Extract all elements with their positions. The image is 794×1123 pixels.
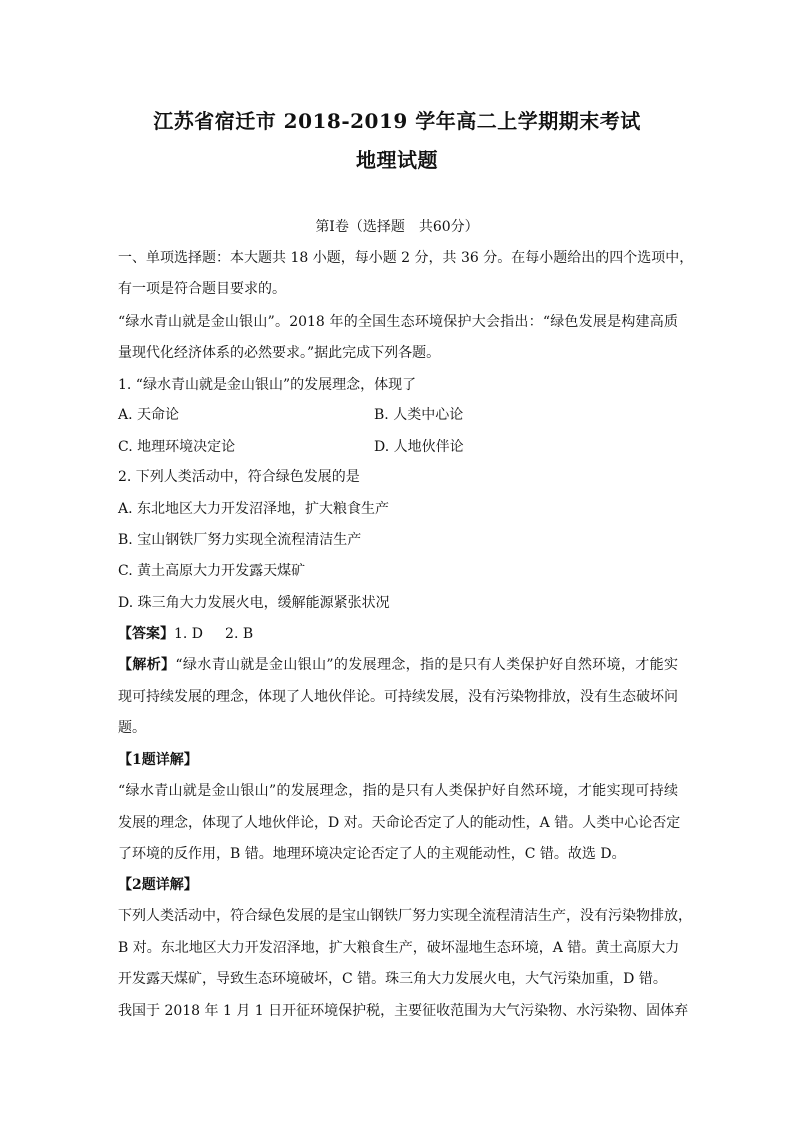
answer-line — [118, 624, 678, 644]
detail-1-line-2: 发展的理念，体现了人地伙伴论，D 对。天命论否定了人的能动性，A 错。人类中心论否定 — [118, 815, 681, 831]
question-2-stem: 2. 下列人类活动中，符合绿色发展的是 — [118, 469, 360, 485]
analysis-text-1: “绿水青山就是金山银山”的发展理念，指的是只有人类保护好自然环境，才能实 — [175, 657, 679, 673]
question-1-option-a: A. 天命论 — [118, 407, 180, 423]
detail-1-label: 【1题详解】 — [118, 752, 198, 768]
analysis-line-2: 现可持续发展的理念，体现了人地伙伴论。可持续发展，没有污染物排放，没有生态破坏问 — [118, 689, 678, 705]
next-material-line-1: 我国于 2018 年 1 月 1 日开征环境保护税，主要征收范围为大气污染物、水污染物、固体弃 — [118, 1003, 689, 1019]
section-title: 第Ⅰ卷（选择题 共60分） — [315, 219, 479, 235]
answer-label: 【答案】 — [118, 626, 174, 642]
document-title: 江苏省宿迁市 2018-2019 学年高二上学期期末考试 — [153, 109, 641, 133]
material-line-2: 量现代化经济体系的必然要求。”据此完成下列各题。 — [118, 345, 441, 361]
question-1-option-b: B. 人类中心论 — [374, 407, 464, 423]
analysis-label: 【解析】 — [118, 657, 176, 673]
detail-2-label: 【2题详解】 — [118, 877, 198, 893]
analysis-line-3: 题。 — [118, 720, 146, 736]
question-1-option-d: D. 人地伙伴论 — [374, 439, 464, 455]
detail-1-line-3: 了环境的反作用，B 错。地理环境决定论否定了人的主观能动性，C 错。故选 D。 — [118, 846, 626, 862]
detail-1-line-1: “绿水青山就是金山银山”的发展理念，指的是只有人类保护好自然环境，才能实现可持续 — [118, 783, 678, 799]
detail-2-line-3: 开发露天煤矿，导致生态环境破坏，C 错。珠三角大力发展火电，大气污染加重，D 错。 — [118, 971, 667, 987]
question-2-option-d: D. 珠三角大力发展火电，缓解能源紧张状况 — [118, 595, 390, 611]
answer-1: 1. D — [174, 626, 204, 642]
instructions-line-2: 有一项是符合题目要求的。 — [118, 281, 286, 297]
detail-2-line-1: 下列人类活动中，符合绿色发展的是宝山钢铁厂努力实现全流程清洁生产，没有污染物排放， — [118, 908, 692, 924]
question-1-option-c: C. 地理环境决定论 — [118, 439, 236, 455]
material-line-1: “绿水青山就是金山银山”。2018 年的全国生态环境保护大会指出：“绿色发展是构建高质 — [118, 314, 678, 330]
document-subtitle: 地理试题 — [356, 148, 438, 172]
question-2-option-a: A. 东北地区大力开发沼泽地，扩大粮食生产 — [118, 501, 390, 517]
answer-2: 2. B — [225, 626, 254, 642]
question-2-option-b: B. 宝山钢铁厂努力实现全流程清洁生产 — [118, 532, 362, 548]
question-2-option-c: C. 黄土高原大力开发露天煤矿 — [118, 563, 306, 579]
question-1-stem: 1. “绿水青山就是金山银山”的发展理念，体现了 — [118, 377, 417, 393]
detail-2-line-2: B 对。东北地区大力开发沼泽地，扩大粮食生产，破坏湿地生态环境，A 错。黄土高原大力 — [118, 940, 680, 956]
analysis-line-1 — [118, 655, 678, 675]
instructions-line-1: 一、单项选择题：本大题共 18 小题，每小题 2 分，共 36 分。在每小题给出的四个选项中， — [118, 250, 694, 266]
